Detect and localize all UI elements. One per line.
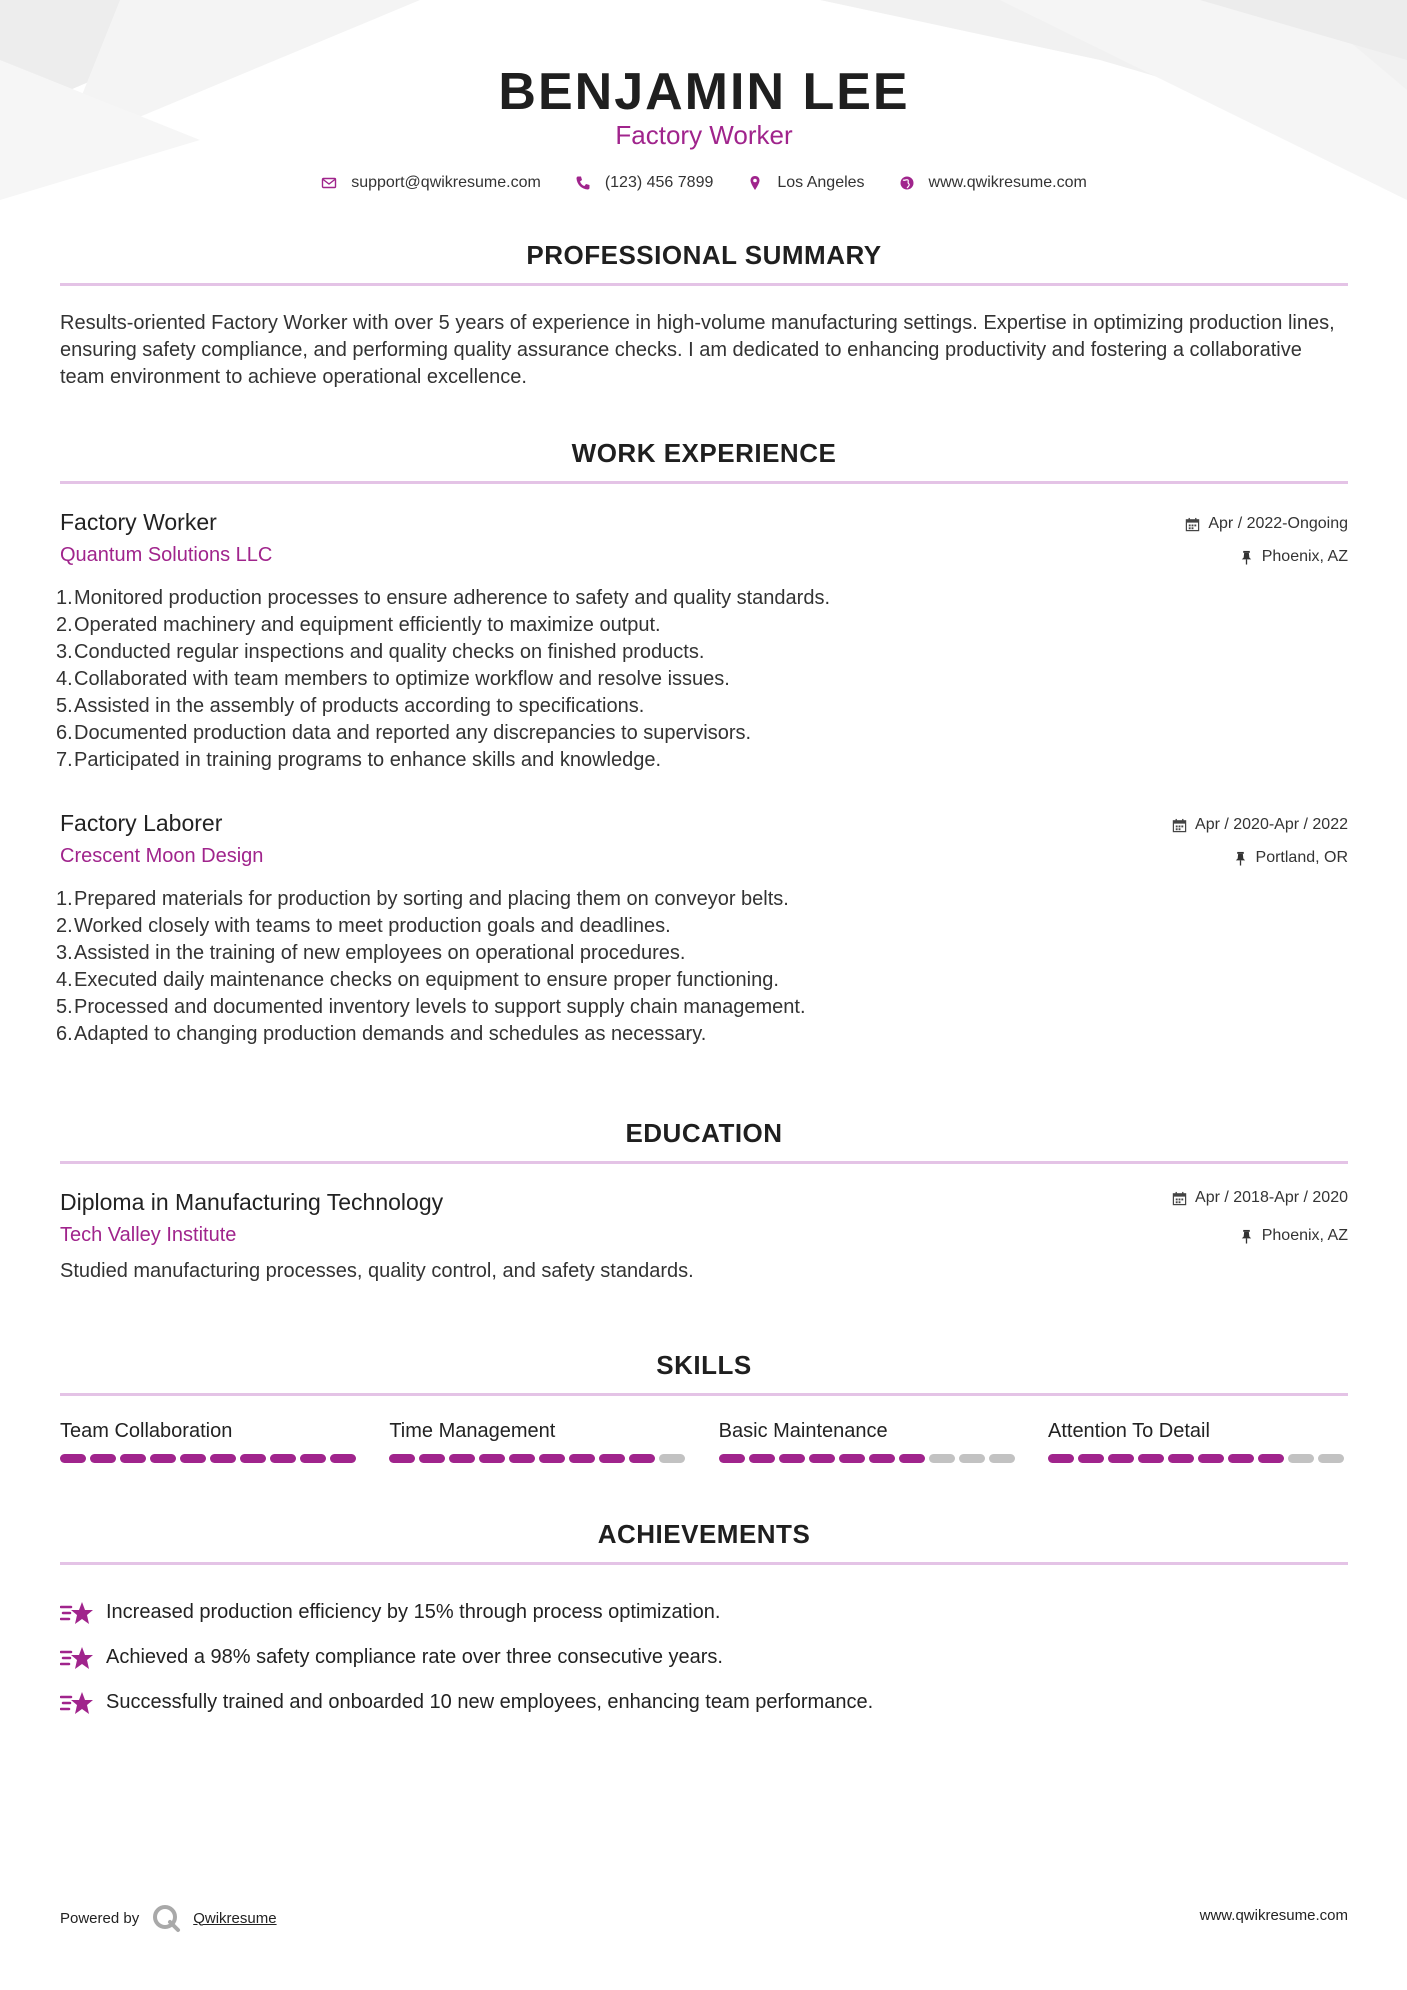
achievements-list (60, 1590, 1348, 1725)
skills-list (60, 1420, 1348, 1463)
skill-level-segment (240, 1454, 266, 1463)
pushpin-icon (1239, 550, 1254, 565)
skill-level-bar (1048, 1454, 1348, 1463)
skill-level-segment (389, 1454, 415, 1463)
skill-item (1048, 1420, 1348, 1463)
skill-level-segment (839, 1454, 865, 1463)
education-divider (60, 1161, 1348, 1164)
list-item: 2. Operated machinery and equipment efficiently to maximize output. (56, 614, 661, 636)
job-location (1233, 849, 1348, 867)
qwikresume-logo-icon (151, 1903, 181, 1933)
skill-level-bar (60, 1454, 360, 1463)
candidate-name: BENJAMIN LEE (498, 63, 910, 121)
skill-level-bar (719, 1454, 1019, 1463)
powered-by-label: Powered by (60, 1909, 140, 1927)
shooting-star-icon (60, 1689, 94, 1717)
school-name: Tech Valley Institute (60, 1224, 237, 1246)
education-dates-text: Apr / 2018-Apr / 2020 (1195, 1189, 1348, 1206)
skill-item (389, 1420, 689, 1463)
list-item: 4. Collaborated with team members to optimize workflow and resolve issues. (56, 668, 730, 690)
education-description: Studied manufacturing processes, quality control, and safety standards. (60, 1260, 694, 1282)
achievement-item (60, 1635, 1348, 1680)
skill-name: Team Collaboration (60, 1420, 233, 1442)
skill-level-segment (509, 1454, 535, 1463)
job-company: Quantum Solutions LLC (60, 544, 273, 566)
skill-level-segment (300, 1454, 326, 1463)
job-location-text: Portland, OR (1255, 849, 1348, 866)
skill-level-segment (1138, 1454, 1164, 1463)
summary-heading: PROFESSIONAL SUMMARY (526, 240, 882, 270)
skill-level-segment (959, 1454, 985, 1463)
achievement-item (60, 1680, 1348, 1725)
skills-heading: SKILLS (656, 1350, 752, 1380)
job-dates-text: Apr / 2022-Ongoing (1208, 515, 1348, 532)
skill-level-segment (1288, 1454, 1314, 1463)
skill-name: Basic Maintenance (718, 1420, 888, 1442)
list-item: 5. Assisted in the assembly of products according to specifications. (56, 695, 645, 717)
contact-website[interactable] (899, 174, 1087, 192)
list-item: 1. Monitored production processes to ensure adherence to safety and quality standards. (56, 587, 831, 609)
job-role: Factory Laborer (60, 810, 223, 836)
achievement-text: Increased production efficiency by 15% through process optimization. (106, 1601, 721, 1623)
phone-icon (575, 175, 591, 191)
skill-level-segment (1108, 1454, 1134, 1463)
calendar-icon (1172, 1191, 1187, 1206)
calendar-icon (1185, 517, 1200, 532)
skill-level-segment (749, 1454, 775, 1463)
skill-level-segment (899, 1454, 925, 1463)
calendar-icon (1172, 818, 1187, 833)
experience-divider (60, 481, 1348, 484)
pushpin-icon (1233, 851, 1248, 866)
job-company: Crescent Moon Design (60, 845, 264, 867)
skill-name: Attention To Detail (1047, 1420, 1210, 1442)
education-heading: EDUCATION (625, 1118, 783, 1148)
footer-powered-by (60, 1903, 277, 1933)
skill-level-segment (270, 1454, 296, 1463)
achievement-text: Successfully trained and onboarded 10 new employees, enhancing team performance. (106, 1691, 874, 1713)
skill-level-segment (569, 1454, 595, 1463)
list-item: 3. Assisted in the training of new employees on operational procedures. (56, 942, 686, 964)
education-location-text: Phoenix, AZ (1261, 1227, 1348, 1244)
achievement-item (60, 1590, 1348, 1635)
skill-level-segment (1168, 1454, 1194, 1463)
list-item: 1. Prepared materials for production by sorting and placing them on conveyor belts. (56, 888, 789, 910)
skill-level-segment (719, 1454, 745, 1463)
list-item: 5. Processed and documented inventory levels to support supply chain management. (56, 996, 806, 1018)
skill-level-segment (180, 1454, 206, 1463)
summary-divider (60, 283, 1348, 286)
achievements-heading: ACHIEVEMENTS (597, 1519, 811, 1549)
job-duties-list (56, 585, 831, 774)
skill-level-segment (479, 1454, 505, 1463)
envelope-icon (321, 175, 337, 191)
list-item: 6. Documented production data and reported any discrepancies to supervisors. (56, 722, 752, 744)
skill-level-segment (659, 1454, 685, 1463)
skill-level-segment (1228, 1454, 1254, 1463)
candidate-title: Factory Worker (615, 120, 793, 150)
summary-text: Results-oriented Factory Worker with over 5 years of experience in high-volume manufacturing settings. Expertise in optimizing production lines, ensuring safety compliance, and performing quality assurance checks. I am dedicated to enhancing productivity and fostering a collaborative team environment to achieve operational excellence. (60, 312, 1335, 388)
skill-level-segment (150, 1454, 176, 1463)
contact-bar (60, 174, 1348, 192)
globe-icon (899, 175, 915, 191)
skill-item (719, 1420, 1019, 1463)
skill-level-segment (1258, 1454, 1284, 1463)
skill-level-segment (989, 1454, 1015, 1463)
job-location (1239, 548, 1348, 566)
contact-email[interactable] (321, 174, 541, 192)
skill-level-segment (539, 1454, 565, 1463)
job-duties-list (56, 886, 806, 1048)
skill-item (60, 1420, 360, 1463)
achievements-divider (60, 1562, 1348, 1565)
shooting-star-icon (60, 1644, 94, 1672)
list-item: 6. Adapted to changing production demands and schedules as necessary. (56, 1023, 707, 1045)
skill-level-segment (120, 1454, 146, 1463)
skill-level-segment (809, 1454, 835, 1463)
skill-level-segment (419, 1454, 445, 1463)
skill-level-segment (629, 1454, 655, 1463)
education-dates (1172, 1189, 1348, 1207)
skill-level-segment (60, 1454, 86, 1463)
education-location (1239, 1227, 1348, 1245)
page-footer (60, 1903, 1348, 1933)
job-dates (1172, 816, 1348, 834)
location-text: Los Angeles (777, 174, 865, 191)
website-text: www.qwikresume.com (928, 174, 1087, 191)
phone-text: (123) 456 7899 (604, 174, 714, 191)
achievement-text: Achieved a 98% safety compliance rate over three consecutive years. (106, 1646, 723, 1668)
skill-level-segment (1048, 1454, 1074, 1463)
skill-level-segment (779, 1454, 805, 1463)
skill-level-segment (330, 1454, 356, 1463)
email-text: support@qwikresume.com (351, 174, 541, 191)
list-item: 2. Worked closely with teams to meet production goals and deadlines. (56, 915, 671, 937)
contact-location (747, 174, 864, 192)
list-item: 4. Executed daily maintenance checks on equipment to ensure proper functioning. (56, 969, 779, 991)
map-pin-icon (747, 175, 763, 191)
qwikresume-link[interactable]: Qwikresume (193, 1909, 277, 1927)
job-role: Factory Worker (60, 509, 217, 535)
skills-divider (60, 1393, 1348, 1396)
footer-url[interactable]: www.qwikresume.com (1199, 1907, 1348, 1924)
skill-level-segment (449, 1454, 475, 1463)
experience-heading: WORK EXPERIENCE (571, 438, 837, 468)
skill-level-segment (599, 1454, 625, 1463)
job-dates-text: Apr / 2020-Apr / 2022 (1195, 816, 1348, 833)
skill-level-segment (1198, 1454, 1224, 1463)
shooting-star-icon (60, 1599, 94, 1627)
skill-level-segment (1078, 1454, 1104, 1463)
skill-level-segment (90, 1454, 116, 1463)
skill-level-segment (869, 1454, 895, 1463)
degree-name: Diploma in Manufacturing Technology (60, 1189, 444, 1215)
job-dates (1185, 515, 1348, 533)
skill-level-bar (389, 1454, 689, 1463)
pushpin-icon (1239, 1229, 1254, 1244)
skill-level-segment (210, 1454, 236, 1463)
list-item: 3. Conducted regular inspections and quality checks on finished products. (56, 641, 705, 663)
job-location-text: Phoenix, AZ (1261, 548, 1348, 565)
contact-phone[interactable] (575, 174, 714, 192)
skill-level-segment (1318, 1454, 1344, 1463)
skill-level-segment (929, 1454, 955, 1463)
list-item: 7. Participated in training programs to enhance skills and knowledge. (56, 749, 662, 771)
skill-name: Time Management (389, 1420, 556, 1442)
